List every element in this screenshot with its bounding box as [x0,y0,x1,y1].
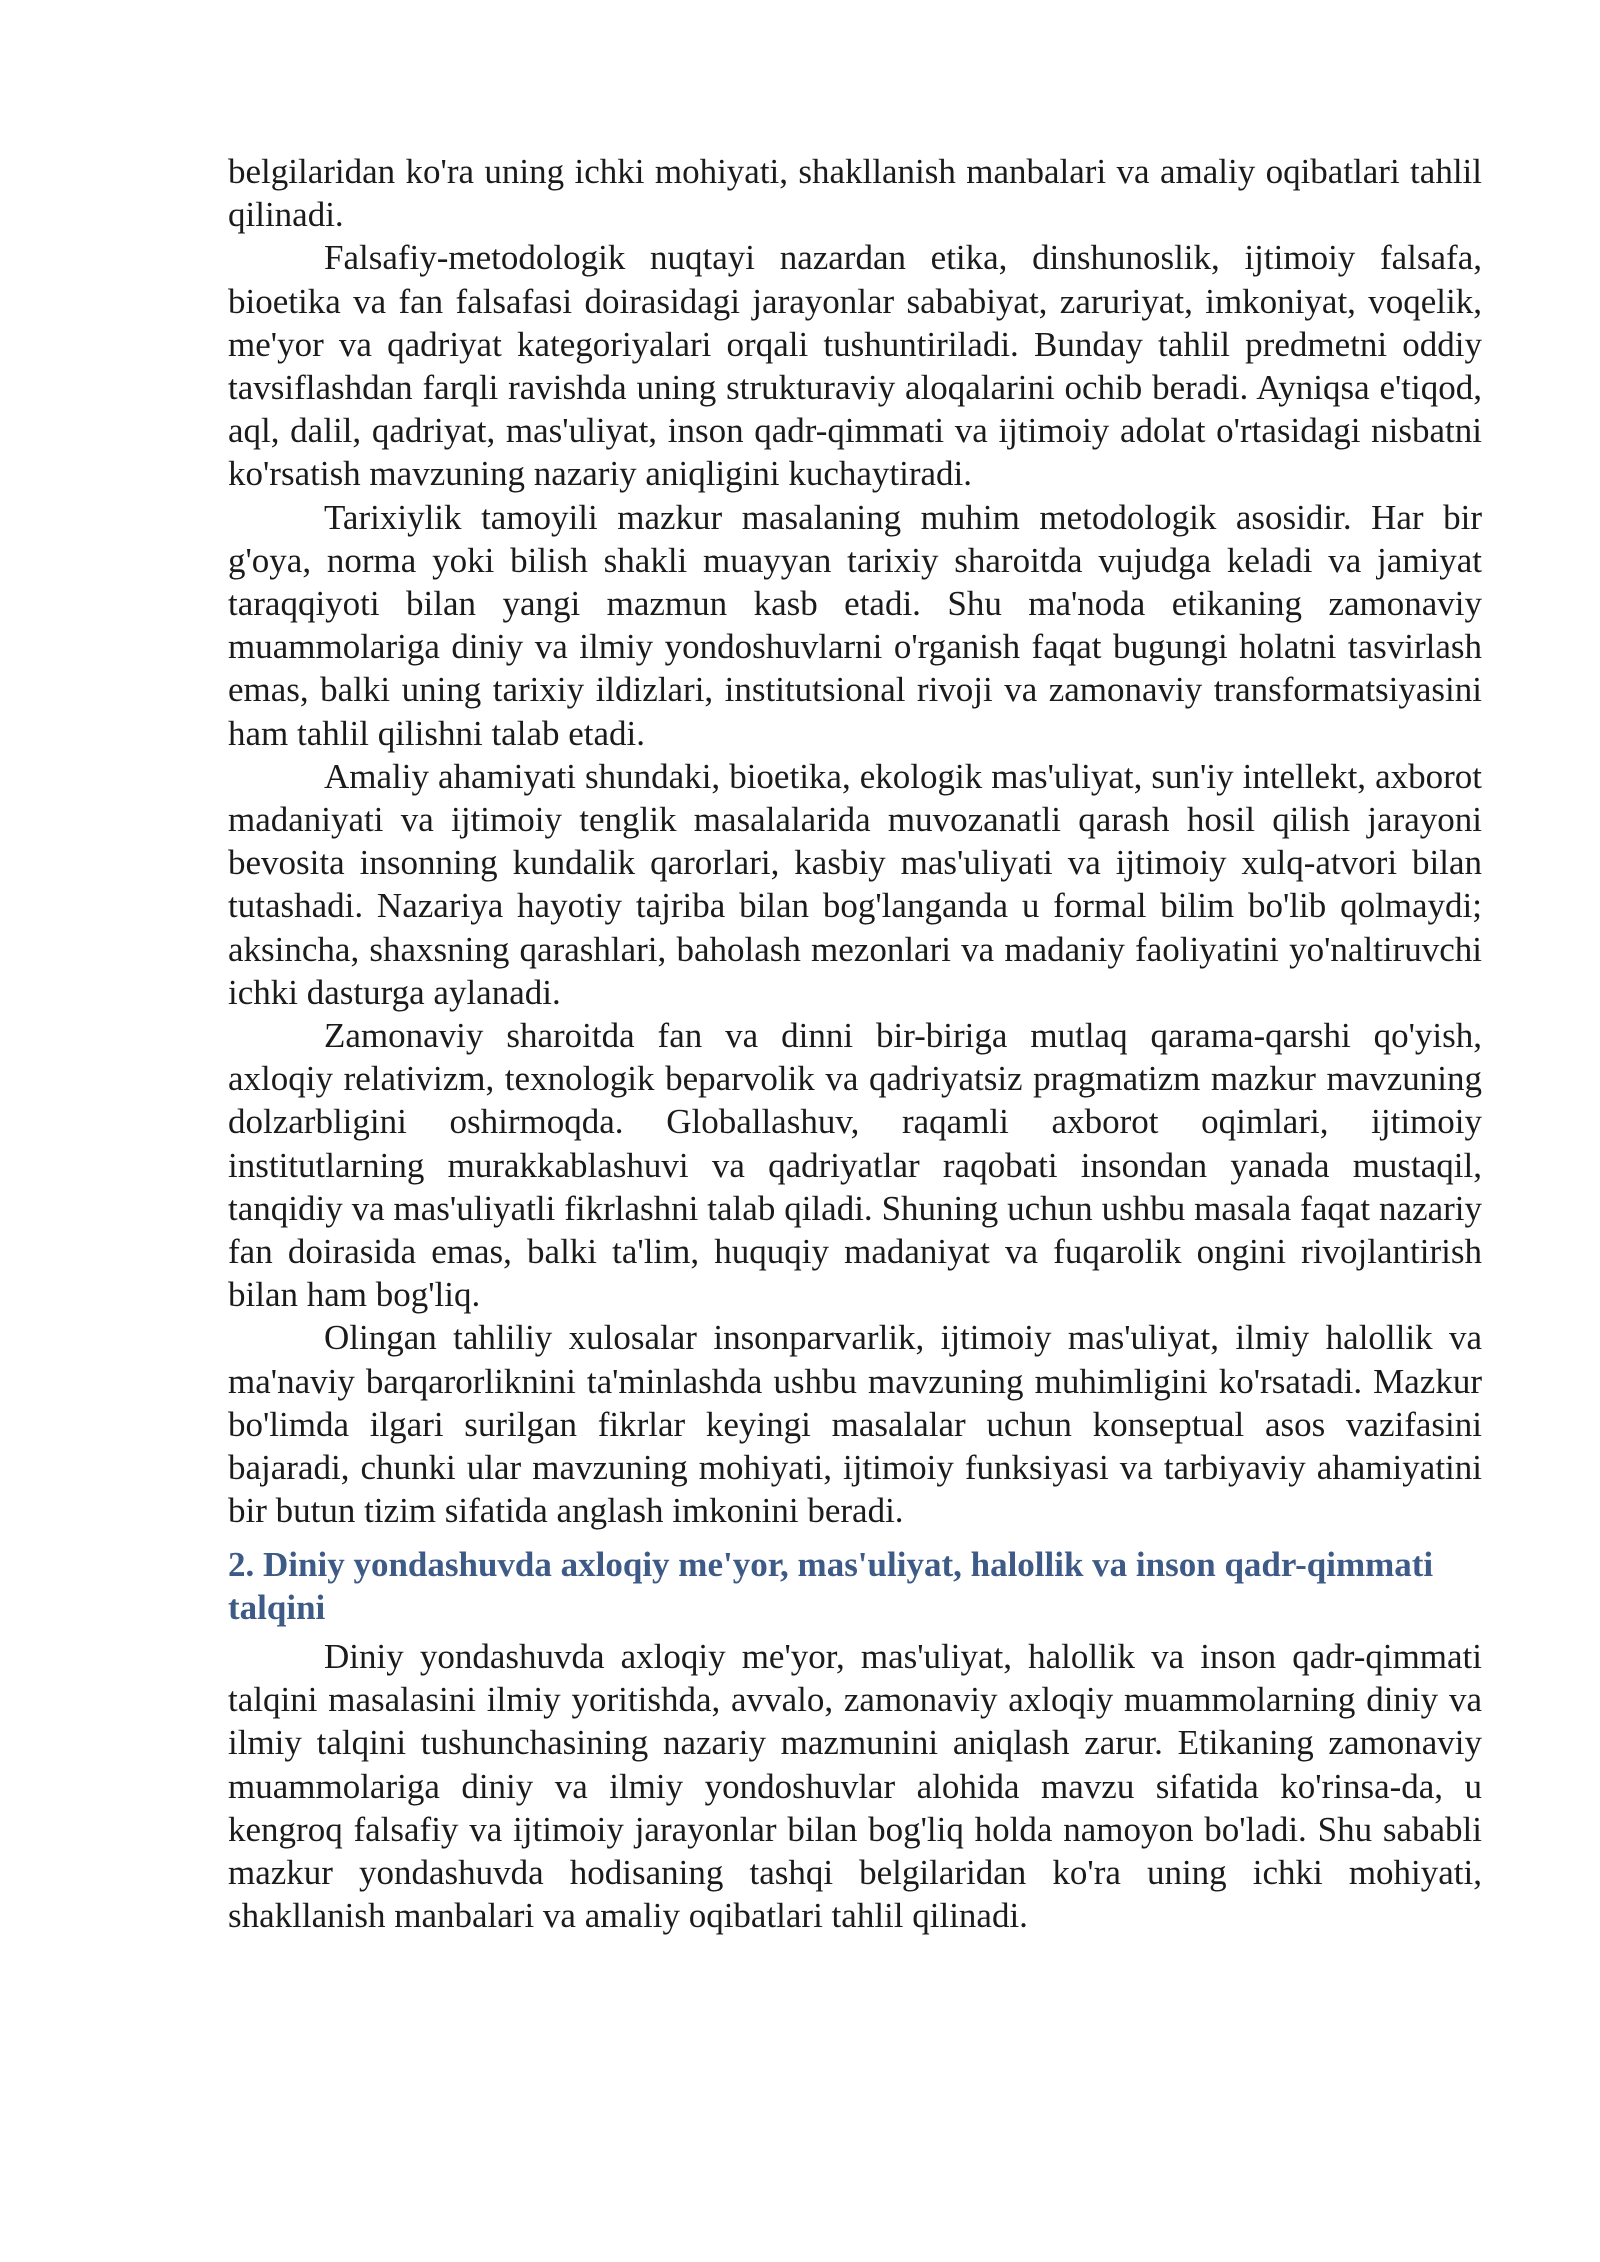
paragraph-historicism: Tarixiylik tamoyili mazkur masalaning muhim metodologik asosidir. Har bir g'oya, norma yoki bilish shakli muayyan tarixiy sharoitda vujudga keladi va jamiyat taraqqiyoti bilan yangi mazmun kasb etadi. Shu ma'noda etikaning zamonaviy muammolariga diniy va ilmiy yondoshuvlarni o'rganish faqat bugungi holatni tasvirlash emas, balki uning tarixiy ildizlari, institutsional rivoji va zamonaviy transformatsiyasini ham tahlil qilishni talab etadi. [228,497,1482,753]
section-heading: 2. Diniy yondashuvda axloqiy me'yor, mas'uliyat, halollik va inson qadr-qimmati talqini [228,1544,1434,1627]
paragraph-conclusions: Olingan tahliliy xulosalar insonparvarlik, ijtimoiy mas'uliyat, ilmiy halollik va ma'naviy barqarorliknini ta'minlashda ushbu mavzuning muhimligini ko'rsatadi. Mazkur bo'limda ilgari surilgan fikrlar keyingi masalalar uchun konseptual asos vazifasini bajaradi, chunki ular mavzuning mohiyati, ijtimoiy funksiyasi va tarbiyaviy ahamiyatini bir butun tizim sifatida anglash imkonini beradi. [228,1318,1482,1531]
paragraph-methodology: Falsafiy-metodologik nuqtayi nazardan etika, dinshunoslik, ijtimoiy falsafa, bioetika va fan falsafasi doirasidagi jarayonlar sababiyat, zaruriyat, imkoniyat, voqelik, me'yor va qadriyat kategoriyalari orqali tushuntiriladi. Bunday tahlil predmetni oddiy tavsiflashdan farqli ravishda uning strukturaviy aloqalarini ochib beradi. Ayniqsa e'tiqod, aql, dalil, qadriyat, mas'uliyat, inson qadr-qimmati va ijtimoiy adolat o'rtasidagi nisbatni ko'rsatish mavzuning nazariy aniqligini kuchaytiradi. [228,238,1482,494]
paragraph-practical-significance: Amaliy ahamiyati shundaki, bioetika, ekologik mas'uliyat, sun'iy intellekt, axborot madaniyati va ijtimoiy tenglik masalalarida muvozanatli qarash hosil qilish jarayoni bevosita insonning kundalik qarorlari, kasbiy mas'uliyati va ijtimoiy xulq-atvori bilan tutashadi. Nazariya hayotiy tajriba bilan bog'langanda u formal bilim bo'lib qolmaydi; aksincha, shaxsning qarashlari, baholash mezonlari va madaniy faoliyatini yo'naltiruvchi ichki dasturga aylanadi. [228,756,1482,1012]
document-page [228,150,1482,1937]
paragraph-section-intro: Diniy yondashuvda axloqiy me'yor, mas'uliyat, halollik va inson qadr-qimmati talqini masalasini ilmiy yoritishda, avvalo, zamonaviy axloqiy muammolarning diniy va ilmiy talqini tushunchasining nazariy mazmunini aniqlash zarur. Etikaning zamonaviy muammolariga diniy va ilmiy yondoshuvlar alohida mavzu sifatida ko'rinsa-da, u kengroq falsafiy va ijtimoiy jarayonlar bilan bog'liq holda namoyon bo'ladi. Shu sababli mazkur yondashuvda hodisaning tashqi belgilaridan ko'ra uning ichki mohiyati, shakllanish manbalari va amaliy oqibatlari tahlil qilinadi. [228,1636,1482,1936]
paragraph-continuation: belgilaridan ko'ra uning ichki mohiyati, shakllanish manbalari va amaliy oqibatlari tahlil qilinadi. [228,152,1482,235]
paragraph-modern-conditions: Zamonaviy sharoitda fan va dinni bir-biriga mutlaq qarama-qarshi qo'yish, axloqiy relativizm, texnologik beparvolik va qadriyatsiz pragmatizm mazkur mavzuning dolzarbligini oshirmoqda. Globallashuv, raqamli axborot oqimlari, ijtimoiy institutlarning murakkablashuvi va qadriyatlar raqobati insondan yanada mustaqil, tanqidiy va mas'uliyatli fikrlashni talab qiladi. Shuning uchun ushbu masala faqat nazariy fan doirasida emas, balki ta'lim, huquqiy madaniyat va fuqarolik ongini rivojlantirish bilan ham bog'liq. [228,1016,1482,1315]
